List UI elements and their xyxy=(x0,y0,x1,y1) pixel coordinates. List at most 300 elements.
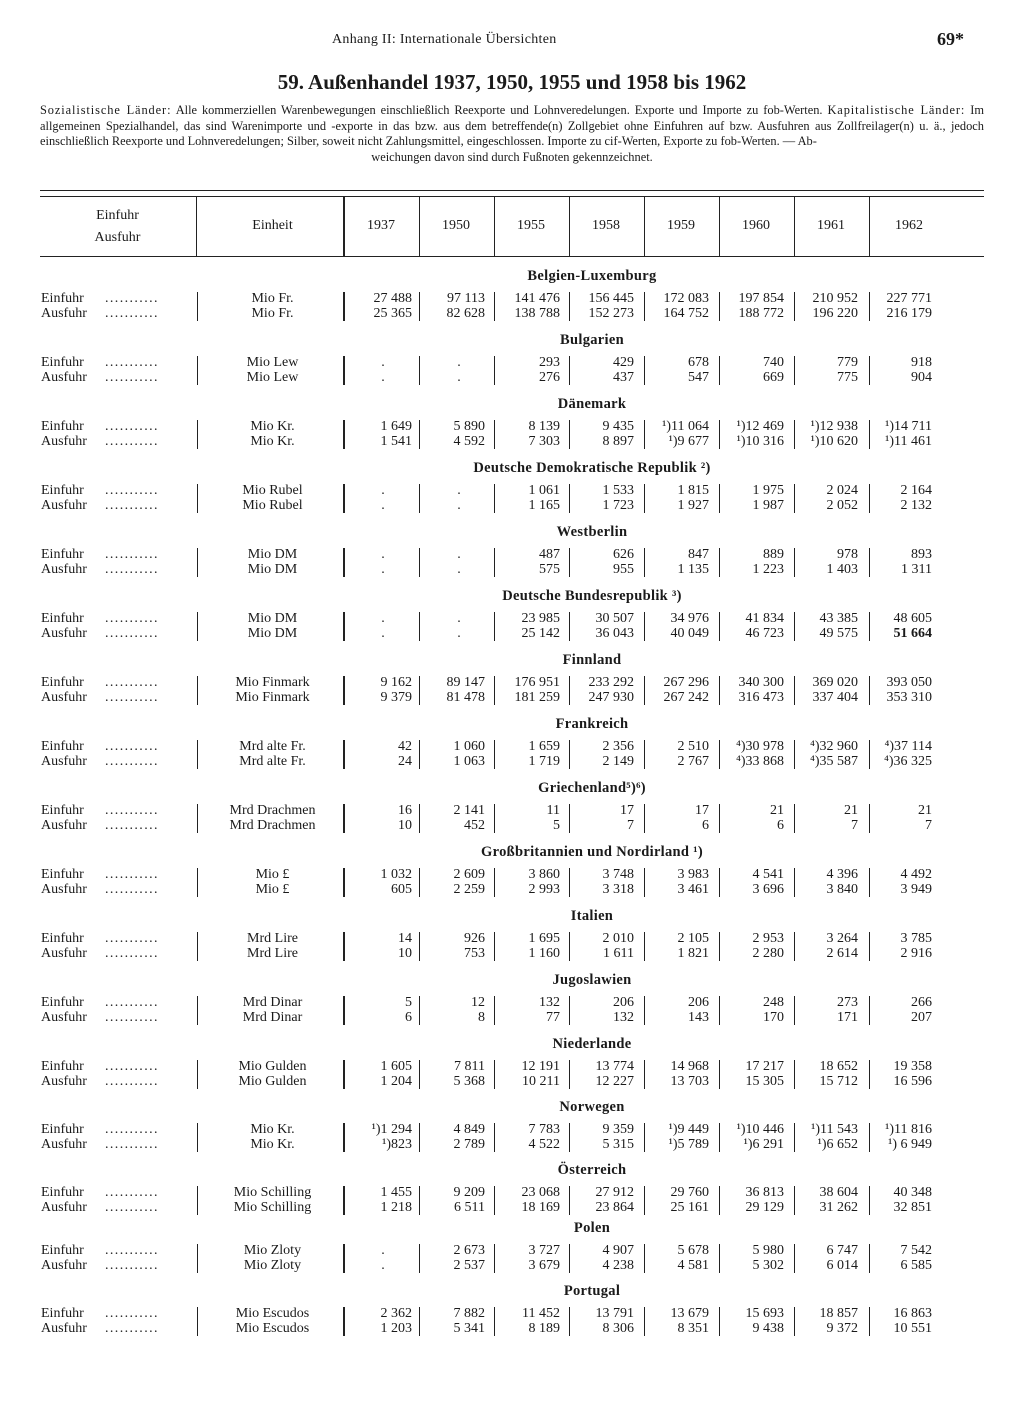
row-unit: Mio £ xyxy=(255,867,290,882)
value-cell: 7 542 xyxy=(900,1243,932,1258)
value-cell: 1 203 xyxy=(380,1321,412,1336)
value-cell: 678 xyxy=(688,355,709,370)
header-divider-1961 xyxy=(794,196,795,256)
value-cell: ¹)12 938 xyxy=(810,419,858,434)
row-unit: Mio Kr. xyxy=(250,1122,295,1137)
table-row xyxy=(0,1137,1024,1152)
value-cell: 1 975 xyxy=(752,483,784,498)
value-cell: 8 189 xyxy=(528,1321,560,1336)
row-leader-dots: ........... xyxy=(105,1185,159,1200)
value-cell: 12 191 xyxy=(521,1059,560,1074)
value-cell: 196 220 xyxy=(812,306,858,321)
row-unit: Mio Kr. xyxy=(250,434,295,449)
header-year-1950: 1950 xyxy=(442,218,470,233)
value-cell: 227 771 xyxy=(886,291,932,306)
value-cell: 11 452 xyxy=(522,1306,560,1321)
value-cell: 7 783 xyxy=(528,1122,560,1137)
value-cell: . xyxy=(381,611,385,626)
table-row xyxy=(0,867,1024,882)
value-cell: 7 xyxy=(627,818,634,833)
row-leader-dots: ........... xyxy=(105,1243,159,1258)
header-flow-ausfuhr: Ausfuhr xyxy=(94,230,141,245)
value-cell: 267 296 xyxy=(663,675,709,690)
row-flow-label: Einfuhr xyxy=(41,291,84,306)
row-unit: Mio Finmark xyxy=(235,675,310,690)
value-cell: 207 xyxy=(911,1010,932,1025)
value-cell: 5 315 xyxy=(602,1137,634,1152)
row-flow-label: Einfuhr xyxy=(41,995,84,1010)
row-leader-dots: ........... xyxy=(105,739,159,754)
row-unit: Mio DM xyxy=(247,562,298,577)
value-cell: ⁴)32 960 xyxy=(809,739,858,754)
value-cell: 30 507 xyxy=(595,611,634,626)
value-cell: ⁴)33 868 xyxy=(735,754,784,769)
row-unit: Mrd Dinar xyxy=(242,995,303,1010)
row-unit: Mio Finmark xyxy=(235,690,310,705)
row-leader-dots: ........... xyxy=(105,1306,159,1321)
header-year-1960: 1960 xyxy=(742,218,770,233)
intro-text xyxy=(40,103,984,165)
value-cell: 3 318 xyxy=(602,882,634,897)
row-leader-dots: ........... xyxy=(105,1122,159,1137)
value-cell: 1 541 xyxy=(380,434,412,449)
row-flow-label: Ausfuhr xyxy=(41,370,87,385)
value-cell: 2 280 xyxy=(752,946,784,961)
value-cell: 918 xyxy=(911,355,932,370)
row-unit: Mrd Dinar xyxy=(242,1010,303,1025)
value-cell: . xyxy=(457,498,461,513)
value-cell: 132 xyxy=(613,1010,634,1025)
value-cell: 5 302 xyxy=(752,1258,784,1273)
header-flow xyxy=(40,205,195,249)
value-cell: 25 142 xyxy=(521,626,560,641)
value-cell: 2 789 xyxy=(453,1137,485,1152)
value-cell: 188 772 xyxy=(738,306,784,321)
row-unit: Mrd alte Fr. xyxy=(239,754,306,769)
value-cell: 170 xyxy=(763,1010,784,1025)
value-cell: 9 372 xyxy=(826,1321,858,1336)
row-unit: Mio Lew xyxy=(246,355,299,370)
row-flow-label: Ausfuhr xyxy=(41,1074,87,1089)
row-flow-label: Einfuhr xyxy=(41,739,84,754)
value-cell: 89 147 xyxy=(446,675,485,690)
value-cell: 779 xyxy=(837,355,858,370)
value-cell: 97 113 xyxy=(447,291,485,306)
value-cell: 13 679 xyxy=(670,1306,709,1321)
header-year-1937: 1937 xyxy=(367,218,395,233)
row-unit: Mrd alte Fr. xyxy=(239,739,306,754)
value-cell: 8 351 xyxy=(677,1321,709,1336)
value-cell: 14 968 xyxy=(670,1059,709,1074)
value-cell: ¹)823 xyxy=(382,1137,412,1152)
value-cell: 1 063 xyxy=(453,754,485,769)
row-leader-dots: ........... xyxy=(105,867,159,882)
value-cell: 1 987 xyxy=(752,498,784,513)
value-cell: 41 834 xyxy=(745,611,784,626)
value-cell: 2 362 xyxy=(380,1306,412,1321)
value-cell: 5 980 xyxy=(752,1243,784,1258)
value-cell: 4 492 xyxy=(900,867,932,882)
value-cell: 15 712 xyxy=(819,1074,858,1089)
value-cell: 575 xyxy=(539,562,560,577)
row-unit: Mio Kr. xyxy=(250,419,295,434)
value-cell: 8 897 xyxy=(602,434,634,449)
value-cell: 49 575 xyxy=(819,626,858,641)
table-row xyxy=(0,498,1024,513)
value-cell: 15 693 xyxy=(745,1306,784,1321)
row-flow-label: Ausfuhr xyxy=(41,1137,87,1152)
row-flow-label: Einfuhr xyxy=(41,547,84,562)
value-cell: 216 179 xyxy=(886,306,932,321)
value-cell: 10 211 xyxy=(522,1074,560,1089)
value-cell: 82 628 xyxy=(446,306,485,321)
value-cell: 6 511 xyxy=(454,1200,485,1215)
table-row xyxy=(0,291,1024,306)
table-row xyxy=(0,434,1024,449)
value-cell: 23 864 xyxy=(595,1200,634,1215)
country-heading: Bulgarien xyxy=(560,332,624,348)
table-row xyxy=(0,1258,1024,1273)
row-leader-dots: ........... xyxy=(105,882,159,897)
value-cell: 2 993 xyxy=(528,882,560,897)
value-cell: 2 916 xyxy=(900,946,932,961)
table-row xyxy=(0,739,1024,754)
table-row xyxy=(0,626,1024,641)
value-cell: 1 533 xyxy=(602,483,634,498)
header-year-1961: 1961 xyxy=(817,218,845,233)
row-leader-dots: ........... xyxy=(105,675,159,690)
value-cell: ¹)6 291 xyxy=(743,1137,784,1152)
value-cell: 143 xyxy=(688,1010,709,1025)
row-unit: Mrd Drachmen xyxy=(229,803,316,818)
value-cell: ⁴)36 325 xyxy=(883,754,932,769)
value-cell: ¹)10 620 xyxy=(810,434,858,449)
country-heading: Deutsche Demokratische Republik ²) xyxy=(473,460,711,476)
value-cell: 2 537 xyxy=(453,1258,485,1273)
running-title: Anhang II: Internationale Übersichten xyxy=(332,32,557,47)
row-leader-dots: ........... xyxy=(105,931,159,946)
value-cell: 172 083 xyxy=(663,291,709,306)
country-heading: Jugoslawien xyxy=(552,972,632,988)
value-cell: 1 649 xyxy=(380,419,412,434)
table-row xyxy=(0,754,1024,769)
value-cell: 2 141 xyxy=(453,803,485,818)
value-cell: . xyxy=(381,498,385,513)
row-flow-label: Einfuhr xyxy=(41,1059,84,1074)
value-cell: 21 xyxy=(770,803,784,818)
value-cell: 267 242 xyxy=(663,690,709,705)
value-cell: 21 xyxy=(844,803,858,818)
value-cell: 2 052 xyxy=(826,498,858,513)
value-cell: 955 xyxy=(613,562,634,577)
row-flow-label: Einfuhr xyxy=(41,1185,84,1200)
row-flow-label: Ausfuhr xyxy=(41,946,87,961)
value-cell: ¹)10 316 xyxy=(736,434,784,449)
value-cell: 247 930 xyxy=(588,690,634,705)
value-cell: 43 385 xyxy=(819,611,858,626)
header-divider-1960 xyxy=(719,196,720,256)
value-cell: 176 951 xyxy=(514,675,560,690)
value-cell: 9 438 xyxy=(752,1321,784,1336)
value-cell: 4 907 xyxy=(602,1243,634,1258)
row-flow-label: Ausfuhr xyxy=(41,498,87,513)
value-cell: 1 821 xyxy=(677,946,709,961)
value-cell: 1 455 xyxy=(380,1185,412,1200)
value-cell: 27 488 xyxy=(373,291,412,306)
row-unit: Mio Fr. xyxy=(251,306,294,321)
row-leader-dots: ........... xyxy=(105,1321,159,1336)
value-cell: 132 xyxy=(539,995,560,1010)
value-cell: 16 863 xyxy=(893,1306,932,1321)
value-cell: 17 xyxy=(695,803,709,818)
table-row xyxy=(0,547,1024,562)
value-cell: 6 014 xyxy=(826,1258,858,1273)
value-cell: 4 592 xyxy=(453,434,485,449)
value-cell: . xyxy=(381,483,385,498)
row-flow-label: Einfuhr xyxy=(41,611,84,626)
header-divider-1958 xyxy=(569,196,570,256)
country-heading: Großbritannien und Nordirland ¹) xyxy=(481,844,703,860)
value-cell: . xyxy=(381,547,385,562)
value-cell: 10 xyxy=(398,946,412,961)
value-cell: 4 522 xyxy=(528,1137,560,1152)
header-divider-1962 xyxy=(869,196,870,256)
value-cell: 12 227 xyxy=(595,1074,634,1089)
value-cell: 18 857 xyxy=(819,1306,858,1321)
value-cell: 2 132 xyxy=(900,498,932,513)
value-cell: 138 788 xyxy=(514,306,560,321)
row-unit: Mio Rubel xyxy=(242,483,303,498)
value-cell: 9 209 xyxy=(453,1185,485,1200)
value-cell: 437 xyxy=(613,370,634,385)
value-cell: 46 723 xyxy=(745,626,784,641)
value-cell: 3 860 xyxy=(528,867,560,882)
value-cell: . xyxy=(457,355,461,370)
value-cell: 18 652 xyxy=(819,1059,858,1074)
value-cell: 3 696 xyxy=(752,882,784,897)
header-year-1962: 1962 xyxy=(895,218,923,233)
country-heading: Belgien-Luxemburg xyxy=(527,268,657,284)
country-heading: Dänemark xyxy=(557,396,627,412)
row-leader-dots: ........... xyxy=(105,291,159,306)
value-cell: 24 xyxy=(398,754,412,769)
value-cell: 337 404 xyxy=(812,690,858,705)
row-flow-label: Einfuhr xyxy=(41,483,84,498)
row-leader-dots: ........... xyxy=(105,1200,159,1215)
value-cell: . xyxy=(457,562,461,577)
value-cell: 1 723 xyxy=(602,498,634,513)
table-title: 59. Außenhandel 1937, 1950, 1955 und 1958 bis 1962 xyxy=(277,70,747,94)
value-cell: 7 882 xyxy=(453,1306,485,1321)
value-cell: ¹)9 677 xyxy=(668,434,709,449)
country-heading: Österreich xyxy=(557,1162,627,1178)
value-cell: . xyxy=(381,370,385,385)
value-cell: 2 510 xyxy=(677,739,709,754)
row-leader-dots: ........... xyxy=(105,803,159,818)
header-divider-unit xyxy=(343,196,345,256)
value-cell: 4 581 xyxy=(677,1258,709,1273)
value-cell: 3 949 xyxy=(900,882,932,897)
table-row xyxy=(0,931,1024,946)
value-cell: 9 162 xyxy=(380,675,412,690)
value-cell: 904 xyxy=(911,370,932,385)
value-cell: 2 149 xyxy=(602,754,634,769)
value-cell: 156 445 xyxy=(588,291,634,306)
table-row xyxy=(0,946,1024,961)
value-cell: 38 604 xyxy=(819,1185,858,1200)
value-cell: 36 043 xyxy=(595,626,634,641)
value-cell: ¹)12 469 xyxy=(736,419,784,434)
value-cell: 12 xyxy=(471,995,485,1010)
table-row xyxy=(0,1321,1024,1336)
row-unit: Mio Kr. xyxy=(250,1137,295,1152)
row-flow-label: Einfuhr xyxy=(41,355,84,370)
value-cell: 1 032 xyxy=(380,867,412,882)
value-cell: 13 774 xyxy=(595,1059,634,1074)
value-cell: 2 259 xyxy=(453,882,485,897)
value-cell: 6 747 xyxy=(826,1243,858,1258)
value-cell: 1 218 xyxy=(380,1200,412,1215)
value-cell: . xyxy=(381,355,385,370)
row-leader-dots: ........... xyxy=(105,562,159,577)
value-cell: 152 273 xyxy=(588,306,634,321)
value-cell: 25 365 xyxy=(373,306,412,321)
value-cell: 340 300 xyxy=(738,675,784,690)
value-cell: 51 664 xyxy=(893,626,932,641)
table-row xyxy=(0,1185,1024,1200)
value-cell: ⁴)30 978 xyxy=(735,739,784,754)
row-flow-label: Einfuhr xyxy=(41,803,84,818)
value-cell: 5 xyxy=(405,995,412,1010)
row-unit: Mio DM xyxy=(247,626,298,641)
header-divider-1959 xyxy=(644,196,645,256)
value-cell: ¹) 6 949 xyxy=(888,1137,932,1152)
value-cell: 9 379 xyxy=(380,690,412,705)
value-cell: 6 xyxy=(777,818,784,833)
value-cell: 13 703 xyxy=(670,1074,709,1089)
row-leader-dots: ........... xyxy=(105,434,159,449)
value-cell: 3 727 xyxy=(528,1243,560,1258)
row-leader-dots: ........... xyxy=(105,626,159,641)
value-cell: ⁴)37 114 xyxy=(884,739,932,754)
value-cell: 547 xyxy=(688,370,709,385)
value-cell: 3 679 xyxy=(528,1258,560,1273)
row-unit: Mrd Drachmen xyxy=(229,818,316,833)
value-cell: 1 204 xyxy=(380,1074,412,1089)
table-row xyxy=(0,1306,1024,1321)
table-row xyxy=(0,995,1024,1010)
country-heading: Norwegen xyxy=(559,1099,625,1115)
row-unit: Mio Schilling xyxy=(233,1200,312,1215)
value-cell: 3 983 xyxy=(677,867,709,882)
row-unit: Mio Zloty xyxy=(243,1258,302,1273)
row-leader-dots: ........... xyxy=(105,1059,159,1074)
value-cell: 3 785 xyxy=(900,931,932,946)
table-row xyxy=(0,1074,1024,1089)
value-cell: 10 551 xyxy=(893,1321,932,1336)
value-cell: 605 xyxy=(391,882,412,897)
row-flow-label: Ausfuhr xyxy=(41,754,87,769)
value-cell: ¹)11 816 xyxy=(885,1122,932,1137)
value-cell: 393 050 xyxy=(886,675,932,690)
value-cell: 2 609 xyxy=(453,867,485,882)
value-cell: 1 605 xyxy=(380,1059,412,1074)
country-heading: Finnland xyxy=(562,652,622,668)
value-cell: 5 368 xyxy=(453,1074,485,1089)
value-cell: 369 020 xyxy=(812,675,858,690)
value-cell: 16 xyxy=(398,803,412,818)
row-flow-label: Einfuhr xyxy=(41,1243,84,1258)
value-cell: ¹)9 449 xyxy=(668,1122,709,1137)
value-cell: . xyxy=(381,562,385,577)
value-cell: 1 815 xyxy=(677,483,709,498)
value-cell: 6 xyxy=(702,818,709,833)
value-cell: 2 614 xyxy=(826,946,858,961)
value-cell: 9 359 xyxy=(602,1122,634,1137)
header-year-1958: 1958 xyxy=(592,218,620,233)
row-leader-dots: ........... xyxy=(105,690,159,705)
value-cell: 1 165 xyxy=(528,498,560,513)
table-row xyxy=(0,562,1024,577)
value-cell: 1 659 xyxy=(528,739,560,754)
running-head xyxy=(0,29,1024,52)
row-flow-label: Einfuhr xyxy=(41,1306,84,1321)
intro-label-socialist: Sozialistische Länder: xyxy=(40,103,172,117)
header-divider-1955 xyxy=(494,196,495,256)
value-cell: ¹)14 711 xyxy=(885,419,932,434)
row-leader-dots: ........... xyxy=(105,1258,159,1273)
country-heading: Westberlin xyxy=(556,524,628,540)
value-cell: 889 xyxy=(763,547,784,562)
value-cell: 5 678 xyxy=(677,1243,709,1258)
value-cell: 18 169 xyxy=(521,1200,560,1215)
value-cell: . xyxy=(457,483,461,498)
row-unit: Mio £ xyxy=(255,882,290,897)
value-cell: ¹)6 652 xyxy=(817,1137,858,1152)
value-cell: . xyxy=(381,1243,385,1258)
value-cell: 276 xyxy=(539,370,560,385)
value-cell: ¹)11 064 xyxy=(662,419,709,434)
value-cell: 1 403 xyxy=(826,562,858,577)
value-cell: ¹)5 789 xyxy=(668,1137,709,1152)
page-number: 69* xyxy=(937,29,964,49)
value-cell: . xyxy=(457,626,461,641)
value-cell: 206 xyxy=(688,995,709,1010)
value-cell: 1 160 xyxy=(528,946,560,961)
row-unit: Mio Escudos xyxy=(235,1306,310,1321)
value-cell: 293 xyxy=(539,355,560,370)
country-heading: Griechenland⁵)⁶) xyxy=(538,780,646,796)
table-row xyxy=(0,611,1024,626)
value-cell: 8 139 xyxy=(528,419,560,434)
value-cell: 10 xyxy=(398,818,412,833)
value-cell: 42 xyxy=(398,739,412,754)
value-cell: 1 135 xyxy=(677,562,709,577)
row-unit: Mrd Lire xyxy=(247,946,298,961)
value-cell: 34 976 xyxy=(670,611,709,626)
value-cell: 273 xyxy=(837,995,858,1010)
value-cell: 4 541 xyxy=(752,867,784,882)
row-unit: Mio Gulden xyxy=(238,1059,307,1074)
value-cell: 15 305 xyxy=(745,1074,784,1089)
row-unit: Mio Lew xyxy=(246,370,299,385)
table-row xyxy=(0,355,1024,370)
country-heading: Italien xyxy=(570,908,614,924)
value-cell: 17 xyxy=(620,803,634,818)
table-row xyxy=(0,1243,1024,1258)
value-cell: 16 596 xyxy=(893,1074,932,1089)
country-heading: Deutsche Bundesrepublik ³) xyxy=(502,588,682,604)
